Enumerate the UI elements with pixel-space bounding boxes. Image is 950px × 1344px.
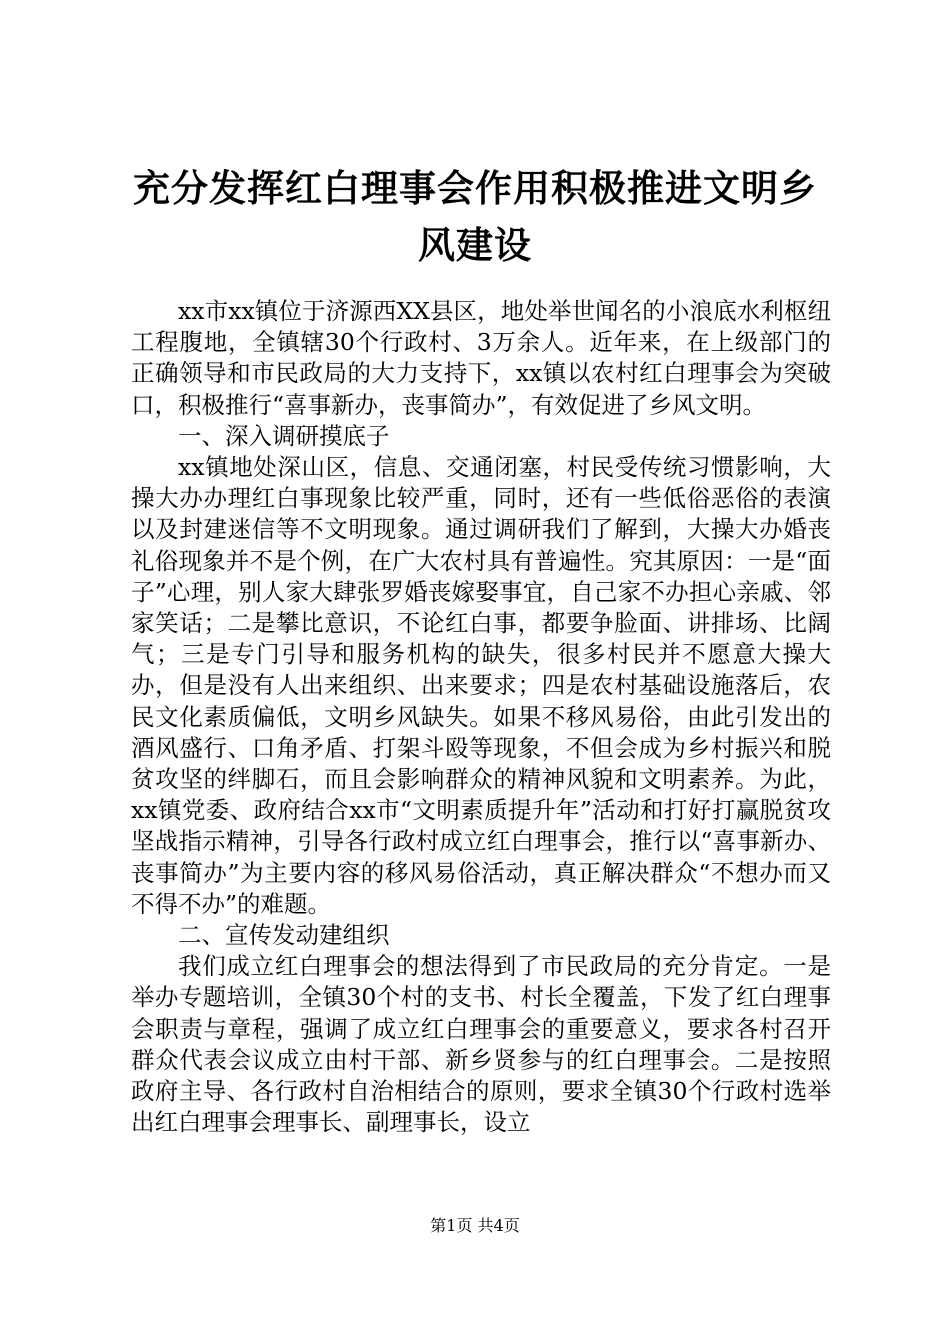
section-heading-1: 一、深入调研摸底子 [178, 421, 390, 450]
document-body [131, 296, 831, 1138]
paragraph-section-1: xx镇地处深山区，信息、交通闭塞，村民受传统习惯影响，大操大办办理红白事现象比较严重，同时，还有一些低俗恶俗的表演以及封建迷信等不文明现象。通过调研我们了解到，大操大办婚丧礼俗现象并不是个例，在广大农村具有普遍性。究其原因：一是“面子”心理，别人家大肆张罗婚丧嫁娶事宜，自己家不办担心亲戚、邻家笑话；二是攀比意识，不论红白事，都要争脸面、讲排场、比阔气；三是专门引导和服务机构的缺失，很多村民并不愿意大操大办，但是没有人出来组织、出来要求；四是农村基础设施落后，农民文化素质偏低，文明乡风缺失。如果不移风易俗，由此引发出的酒风盛行、口角矛盾、打架斗殴等现象，不但会成为乡村振兴和脱贫攻坚的绊脚石，而且会影响群众的精神风貌和文明素养。为此，xx镇党委、政府结合xx市“文明素质提升年”活动和打好打赢脱贫攻坚战指示精神，引导各行政村成立红白理事会，推行以“喜事新办、丧事简办”为主要内容的移风易俗活动，真正解决群众“不想办而又不得不办”的难题。 [131, 453, 831, 918]
page-number-footer: 第1页 共4页 [430, 1216, 520, 1235]
document-title: 充分发挥红白理事会作用积极推进文明乡风建设 [133, 166, 817, 267]
paragraph-intro: xx市xx镇位于济源西XX县区，地处举世闻名的小浪底水利枢纽工程腹地，全镇辖30个行政村、3万余人。近年来，在上级部门的正确领导和市民政局的大力支持下，xx镇以农村红白理事会为突破口，积极推行“喜事新办，丧事简办”，有效促进了乡风文明。 [131, 297, 831, 419]
paragraph-section-2: 我们成立红白理事会的想法得到了市民政局的充分肯定。一是举办专题培训，全镇30个村的支书、村长全覆盖，下发了红白理事会职责与章程，强调了成立红白理事会的重要意义，要求各村召开群众代表会议成立由村干部、新乡贤参与的红白理事会。二是按照政府主导、各行政村自治相结合的原则，要求全镇30个行政村选举出红白理事会理事长、副理事长，设立 [131, 952, 831, 1137]
section-heading-2: 二、宣传发动建组织 [178, 921, 390, 950]
